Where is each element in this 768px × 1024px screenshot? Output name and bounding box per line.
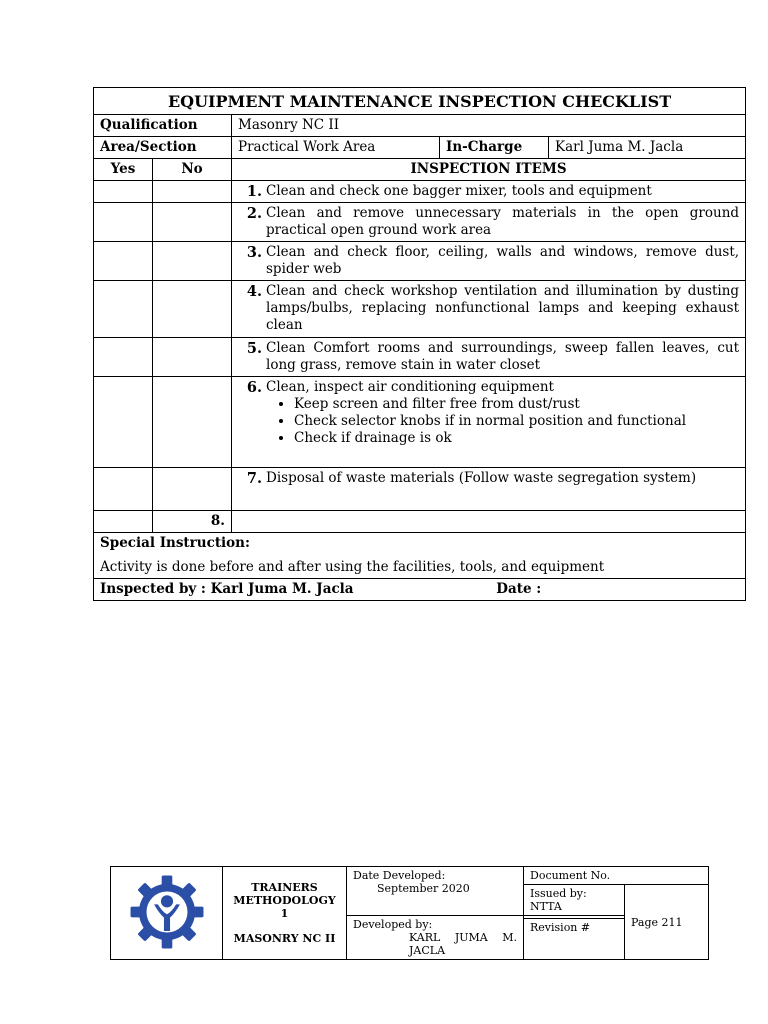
date-developed-label: Date Developed: xyxy=(353,869,446,882)
inspection-item xyxy=(232,281,746,338)
table-row xyxy=(94,468,746,511)
item-8-number: 8. xyxy=(153,511,232,533)
logo-cell xyxy=(111,867,223,960)
item-number: 5. xyxy=(246,340,262,357)
item-text: Clean and check workshop ventilation and illumination by dusting lamps/bulbs, replacing nonfunctional lamps and keeping exhaust clean xyxy=(266,283,740,333)
table-row xyxy=(94,338,746,377)
inspected-by-label: Inspected by : Karl Juma M. Jacla xyxy=(100,581,354,597)
developed-by-label: Developed by: xyxy=(353,918,433,931)
yes-checkbox-cell[interactable] xyxy=(94,511,153,533)
item-number: 3. xyxy=(246,244,262,261)
inspection-item xyxy=(232,242,746,281)
item-text: Disposal of waste materials (Follow waste segregation system) xyxy=(266,470,697,486)
incharge-label: In-Charge xyxy=(440,137,549,159)
checklist-title: EQUIPMENT MAINTENANCE INSPECTION CHECKLIST xyxy=(94,88,746,115)
item-text: Clean, inspect air conditioning equipment xyxy=(266,379,554,395)
yes-checkbox-cell[interactable] xyxy=(94,242,153,281)
issued-by-value: NTTA xyxy=(530,900,562,913)
no-checkbox-cell[interactable] xyxy=(153,338,232,377)
special-instruction-text: Activity is done before and after using the facilities, tools, and equipment xyxy=(100,559,605,575)
bullet-item: • Keep screen and filter free from dust/rust xyxy=(294,396,739,413)
yes-checkbox-cell[interactable] xyxy=(94,377,153,468)
inspection-item xyxy=(232,203,746,242)
no-checkbox-cell[interactable] xyxy=(153,468,232,511)
no-checkbox-cell[interactable] xyxy=(153,377,232,468)
item-number: 2. xyxy=(246,205,262,222)
qualification-value: Masonry NC II xyxy=(232,115,746,137)
item-number: 4. xyxy=(246,283,262,300)
date-developed-cell xyxy=(347,867,524,916)
date-label: Date : xyxy=(496,581,542,597)
no-checkbox-cell[interactable] xyxy=(153,281,232,338)
item-text: Clean and check one bagger mixer, tools and equipment xyxy=(266,183,652,199)
issued-by-label: Issued by: xyxy=(530,887,587,900)
inspection-item xyxy=(232,377,746,468)
item-8-blank[interactable] xyxy=(232,511,746,533)
item-number: 1. xyxy=(246,183,262,200)
incharge-value: Karl Juma M. Jacla xyxy=(549,137,746,159)
issued-by-cell xyxy=(524,885,625,916)
inspection-item xyxy=(232,338,746,377)
bullet-list xyxy=(266,396,739,447)
no-column-header: No xyxy=(153,159,232,181)
item-number: 7. xyxy=(246,470,262,487)
yes-checkbox-cell[interactable] xyxy=(94,281,153,338)
table-row xyxy=(94,281,746,338)
date-developed-value: September 2020 xyxy=(377,882,470,895)
tm-line1: TRAINERS xyxy=(251,881,318,894)
no-checkbox-cell[interactable] xyxy=(153,242,232,281)
yes-checkbox-cell[interactable] xyxy=(94,203,153,242)
no-checkbox-cell[interactable] xyxy=(153,181,232,203)
document-footer xyxy=(110,866,709,960)
table-row xyxy=(94,181,746,203)
qualification-label: Qualification xyxy=(94,115,232,137)
developed-by-value: KARL JUMA M. JACLA xyxy=(409,931,517,957)
table-row xyxy=(94,511,746,533)
area-value: Practical Work Area xyxy=(232,137,440,159)
table-row xyxy=(94,203,746,242)
inspection-item xyxy=(232,181,746,203)
area-label: Area/Section xyxy=(94,137,232,159)
yes-checkbox-cell[interactable] xyxy=(94,468,153,511)
document-no-label: Document No. xyxy=(524,867,709,885)
inspection-checklist-table xyxy=(93,87,746,601)
item-number: 6. xyxy=(246,379,262,396)
item-text: Clean and remove unnecessary materials in the open ground practical open ground work area xyxy=(266,205,740,238)
inspection-items-header: INSPECTION ITEMS xyxy=(232,159,746,181)
tesda-gear-logo-icon xyxy=(127,874,207,950)
developed-by-cell xyxy=(347,916,524,960)
revision-label: Revision # xyxy=(524,919,625,960)
item-text: Clean Comfort rooms and surroundings, sweep fallen leaves, cut long grass, remove stain in water closet xyxy=(266,340,740,373)
yes-column-header: Yes xyxy=(94,159,153,181)
special-instruction xyxy=(94,533,746,579)
bullet-item: • Check if drainage is ok xyxy=(294,430,739,447)
table-row xyxy=(94,377,746,468)
tm-line2: METHODOLOGY xyxy=(233,894,336,907)
tm-line3: 1 xyxy=(280,907,289,920)
bullet-item: • Check selector knobs if in normal position and functional xyxy=(294,413,739,430)
special-instruction-label: Special Instruction: xyxy=(100,535,250,551)
no-checkbox-cell[interactable] xyxy=(153,203,232,242)
tm-line4: MASONRY NC II xyxy=(233,932,336,945)
inspected-by-row xyxy=(94,579,746,601)
yes-checkbox-cell[interactable] xyxy=(94,181,153,203)
trainers-methodology-cell xyxy=(223,867,347,960)
inspection-item xyxy=(232,468,746,511)
table-row xyxy=(94,242,746,281)
page-number: Page 211 xyxy=(625,885,709,960)
yes-checkbox-cell[interactable] xyxy=(94,338,153,377)
item-text: Clean and check floor, ceiling, walls and windows, remove dust, spider web xyxy=(266,244,740,277)
